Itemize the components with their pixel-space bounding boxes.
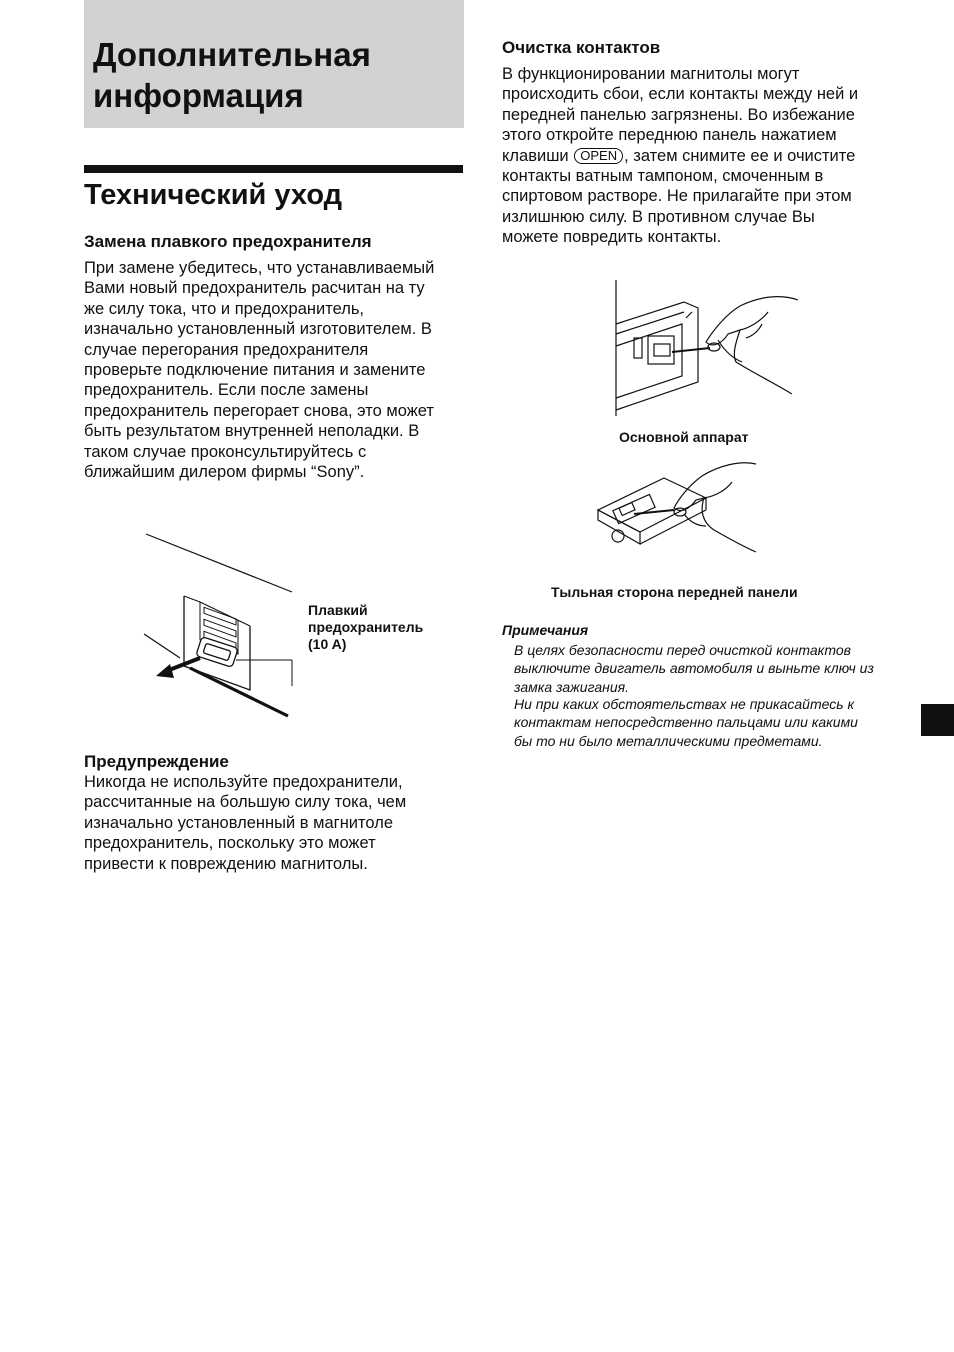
fuse-heading: Замена плавкого предохранителя xyxy=(84,232,372,251)
notes-heading: Примечания xyxy=(502,622,589,638)
warning-heading: Предупреждение xyxy=(84,752,229,771)
note-item-1: В целях безопасности перед очисткой контактов выключите двигатель автомобиля и выньте ключ из замка зажигания. xyxy=(514,642,874,695)
page-title: Технический уход xyxy=(84,179,343,211)
title-rule xyxy=(84,165,463,173)
fuse-label-line2: предохранитель xyxy=(308,619,424,635)
front-panel-illustration xyxy=(594,460,760,556)
cleaning-body-part1: В функционировании магнитолы могут происходить сбои, если контакты между ней и передней панелью загрязнены. Во избежание этого откройте переднюю панель нажатием клавиши xyxy=(502,65,859,165)
cleaning-body-part2: , затем снимите ее и очистите контакты ватным тампоном, смоченным в спиртовом растворе. Не прилагайте при этом излишнюю силу. В противном случае Вы можете повредить контакты. xyxy=(502,146,856,247)
warning-body: Никогда не используйте предохранители, рассчитанные на большую силу тока, чем изначально установленный в магнитоле предохранитель, поскольку это может привести к повреждению магнитолы. xyxy=(84,773,407,873)
cleaning-body xyxy=(502,64,870,248)
fuse-label-line1: Плавкий xyxy=(308,602,368,618)
fuse-body: При замене убедитесь, что устанавливаемый Вами новый предохранитель расчитан на ту же силу тока, что и предохранитель, изначально установленный изготовителем. В случае перегорания предохранителя проверьте подключение питания и замените предохранитель. Если после замены предохранитель перегорает снова, это может быть результатом внутренней неполадки. В таком случае проконсультируйтесь с ближайшим дилером фирмы “Sony”. xyxy=(84,259,435,482)
cleaning-heading: Очистка контактов xyxy=(502,38,661,57)
front-panel-caption: Тыльная сторона передней панели xyxy=(551,584,798,600)
main-unit-illustration xyxy=(612,272,804,418)
page-edge-tab xyxy=(921,704,954,736)
fuse-label-line3: (10 A) xyxy=(308,636,347,652)
fuse-illustration xyxy=(140,530,300,720)
open-key-icon: OPEN xyxy=(574,148,623,164)
note-item-2: Ни при каких обстоятельствах не прикасайтесь к контактам непосредственно пальцами или какими бы то ни было металлическими предметами. xyxy=(514,696,858,749)
section-title: Дополнительная информация xyxy=(93,36,371,114)
main-unit-caption: Основной аппарат xyxy=(619,429,749,445)
